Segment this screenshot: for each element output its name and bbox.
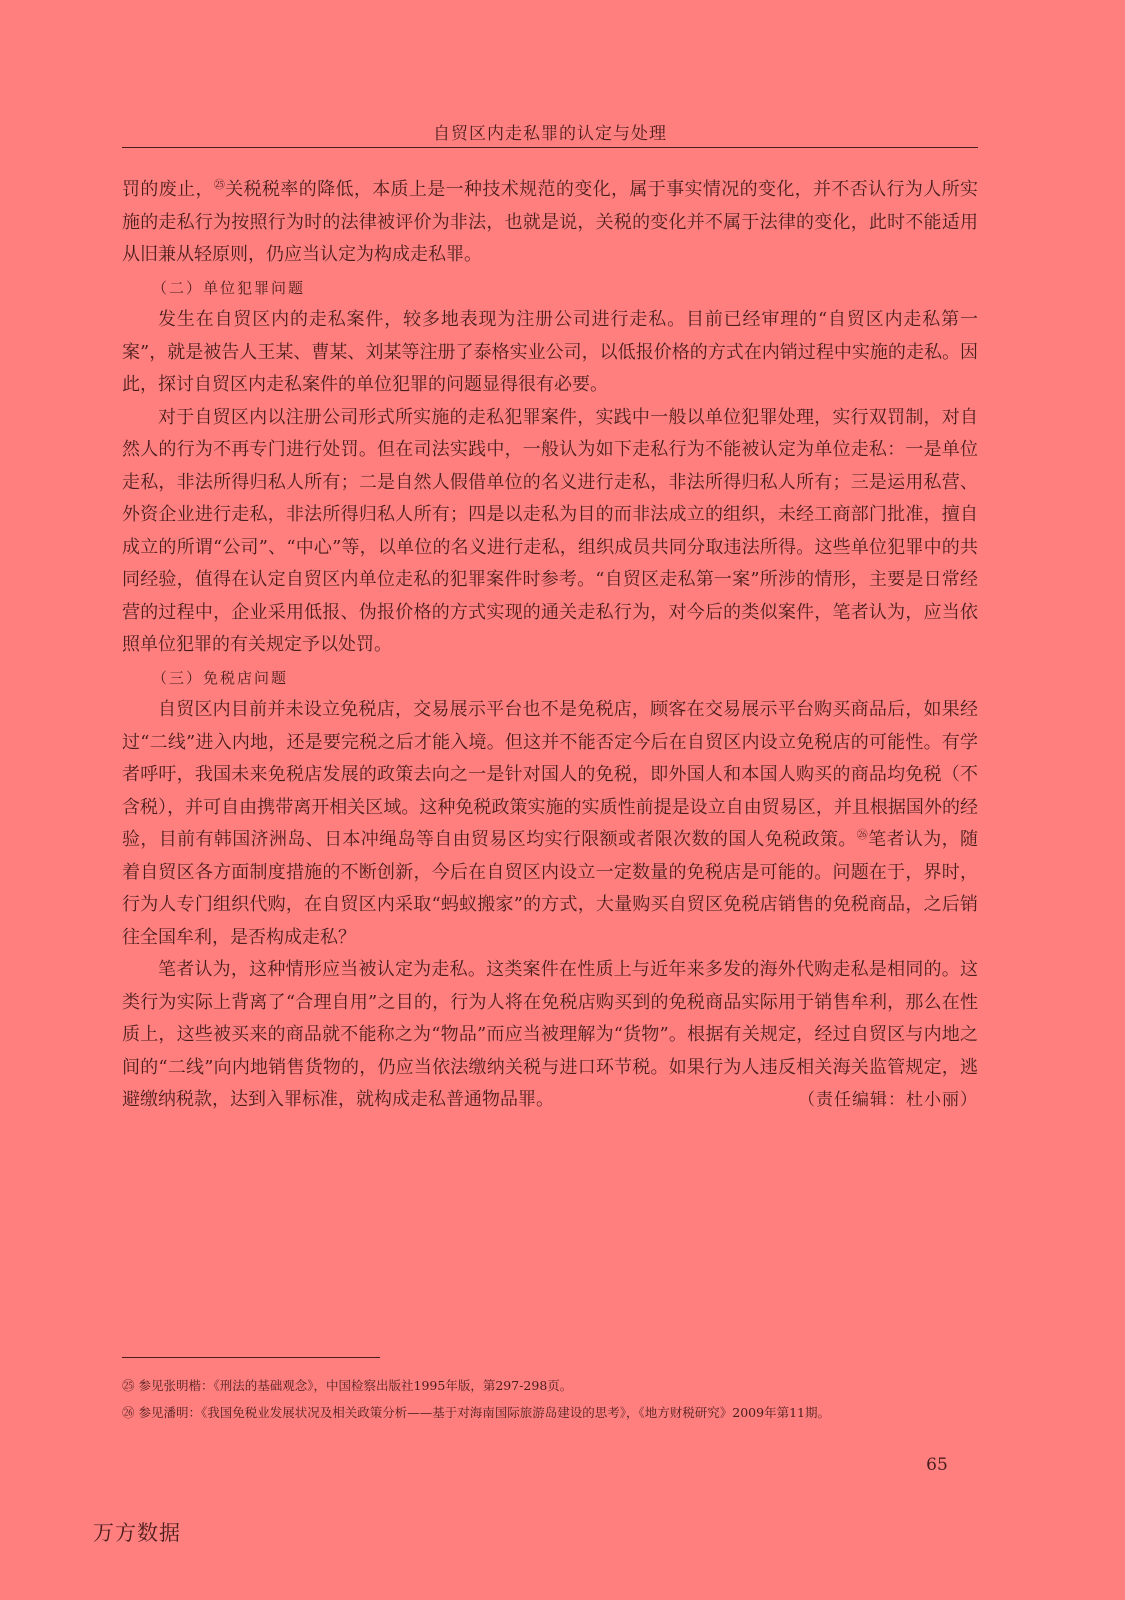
paragraph: 对于自贸区内以注册公司形式所实施的走私犯罪案件，实践中一般以单位犯罪处理，实行双罚制，对自然人的行为不再专门进行处罚。但在司法实践中，一般认为如下走私行为不能被认定为单位走私：一是单位走私，非法所得归私人所有；二是自然人假借单位的名义进行走私，非法所得归私人所有；三是运用私营、外资企业进行走私，非法所得归私人所有；四是以走私为目的而非法成立的组织，未经工商部门批准，擅自成立的所谓“公司”、“中心”等，以单位的名义进行走私，组织成员共同分取违法所得。这些单位犯罪中的共同经验，值得在认定自贸区内单位走私的犯罪案件时参考。“自贸区走私第一案”所涉的情形，主要是日常经营的过程中，企业采用低报、伪报价格的方式实现的通关走私行为，对今后的类似案件，笔者认为，应当依照单位犯罪的有关规定予以处罚。 [122,406,978,655]
running-header: 自贸区内走私罪的认定与处理 [433,124,667,144]
section-heading-unit-crime: （二）单位犯罪问题 [152,278,306,297]
page-number: 65 [926,1455,948,1475]
footnote-rule [122,1357,380,1358]
paragraph-continued: 罚的废止，$^㉕$关税税率的降低，本质上是一种技术规范的变化，属于事实情况的变化，并不否认行为人所实施的走私行为按照行为时的法律被评价为非法，也就是说，关税的变化并不属于法律的变化，此时不能适用从旧兼从轻原则，仍应当认定为构成走私罪。 [122,178,979,265]
footnote-ref-25[interactable]: ㉕ [213,178,226,191]
footnote-ref-26[interactable]: ㉖ [856,828,869,841]
paragraph: 发生在自贸区内的走私案件，较多地表现为注册公司进行走私。目前已经审理的“自贸区内走私第一案”，就是被告人王某、曹某、刘某等注册了泰格实业公司，以低报价格的方式在内销过程中实施的走私。因此，探讨自贸区内走私案件的单位犯罪的问题显得很有必要。 [122,309,978,395]
footnote-text: 参见张明楷：《刑法的基础观念》，中国检察出版社1995年版，第297-298页。 [138,1378,573,1393]
footnote [122,1404,978,1422]
footnote-mark: ㉖ [122,1405,135,1420]
paragraph: 笔者认为，这种情形应当被认定为走私。这类案件在性质上与近年来多发的海外代购走私是相同的。这类行为实际上背离了“合理自用”之目的，行为人将在免税店购买到的免税商品实际用于销售牟利，那么在性质上，这些被买来的商品就不能称之为“物品”而应当被理解为“货物”。根据有关规定，经过自贸区与内地之间的“二线”向内地销售货物的，仍应当依法缴纳关税与进口环节税。如果行为人违反相关海关监管规定，逃避缴纳税款，达到入罪标准，就构成走私普通物品罪。 [122,959,978,1110]
footnote [122,1377,978,1395]
paragraph: 自贸区内目前并未设立免税店，交易展示平台也不是免税店，顾客在交易展示平台购买商品后，如果经过“二线”进入内地，还是要完税之后才能入境。但这并不能否定今后在自贸区内设立免税店的可能性。有学者呼吁，我国未来免税店发展的政策去向之一是针对国人的免税，即外国人和本国人购买的商品均免税（不含税），并可自由携带离开相关区域。这种免税政策实施的实质性前提是设立自由贸易区，并且根据国外的经验，目前有韩国济洲岛、日本冲绳岛等自由贸易区均实行限额或者限次数的国人免税政策。$^㉖$笔者认为，随着自贸区各方面制度措施的不断创新，今后在自贸区内设立一定数量的免税店是可能的。问题在于，界时，行为人专门组织代购，在自贸区内采取“蚂蚁搬家”的方式，大量购买自贸区免税店销售的免税商品，之后销往全国牟利，是否构成走私？ [122,699,979,948]
section-heading-duty-free: （三）免税店问题 [152,668,289,687]
watermark: 万方数据 [93,1521,181,1545]
article-body [122,174,978,1117]
footnote-text: 参见潘明：《我国免税业发展状况及相关政策分析——基于对海南国际旅游岛建设的思考》，《地方财税研究》2009年第11期。 [138,1405,830,1420]
header-rule [122,147,978,148]
footnote-mark: ㉕ [122,1378,135,1393]
editor-credit: （责任编辑：杜小丽） [798,1090,978,1110]
